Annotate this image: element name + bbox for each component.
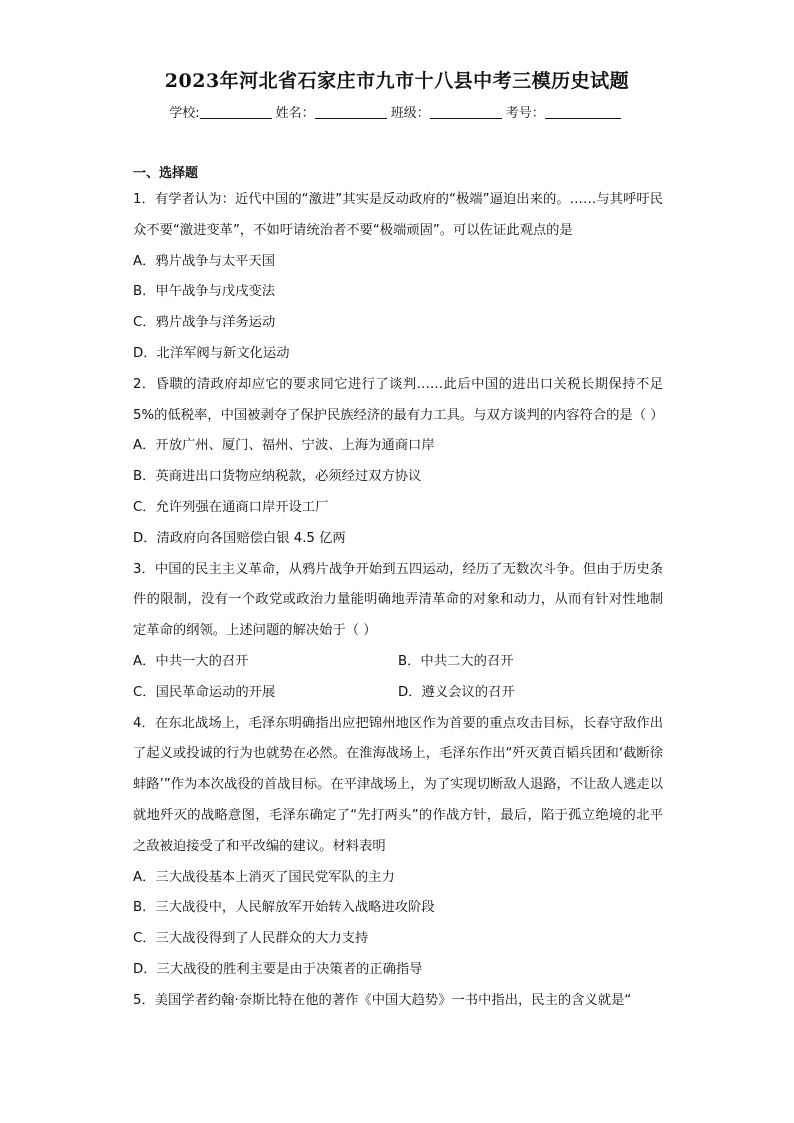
question-1-option-c[interactable]: C．鸦片战争与洋务运动 (133, 315, 276, 331)
page-title: 2023年河北省石家庄市九市十八县中考三模历史试题 (164, 70, 630, 92)
question-2-option-b[interactable]: B．英商进出口货物应纳税款，必须经过双方协议 (133, 469, 422, 485)
exam-no-label: 考号： (505, 106, 545, 121)
question-4-stem: 4．在东北战场上，毛泽东明确指出应把锦州地区作为首要的重点攻击目标，长春守敌作出了起义或投诚的行为也就势在必然。在淮海战场上，毛泽东作出“歼灭黄百韬兵团和‘截断徐蚌路’”作为本次战役的首战目标。在平津战场上，为了实现切断敌人退路，不让敌人逃走以就地歼灭的战略意图，毛泽东确定了“先打两头”的作战方针，最后，陷于孤立绝境的北平之敌被迫接受了和平改编的建议。材料表明 (133, 715, 663, 854)
question-3-option-a[interactable]: A．中共一大的召开 (133, 653, 249, 669)
question-3-option-c[interactable]: C．国民革命运动的开展 (133, 684, 276, 700)
school-label: 学校: (169, 106, 200, 121)
question-5-stem: 5．美国学者约翰·奈斯比特在他的著作《中国大趋势》一书中指出，民主的含义就是“ (133, 992, 632, 1008)
school-blank[interactable] (200, 104, 272, 119)
name-blank[interactable] (315, 104, 387, 119)
question-4-option-d[interactable]: D．三大战役的胜利主要是由于决策者的正确指导 (133, 961, 423, 977)
question-2-stem: 2．昏聩的清政府却应它的要求同它进行了谈判……此后中国的进出口关税长期保持不足 5%的低税率，中国被剥夺了保护民族经济的最有力工具。与双方谈判的内容符合的是（ ） (133, 376, 664, 423)
question-1-option-d[interactable]: D．北洋军阀与新文化运动 (133, 345, 290, 361)
class-blank[interactable] (430, 104, 502, 119)
question-2-option-a[interactable]: A．开放广州、厦门、福州、宁波、上海为通商口岸 (133, 438, 435, 454)
question-2-option-d[interactable]: D．清政府向各国赔偿白银 4.5 亿两 (133, 530, 346, 546)
question-1-stem: 1．有学者认为：近代中国的“激进”其实是反动政府的“极端”逼迫出来的。……与其呼吁民众不要“激进变革”，不如吁请统治者不要“极端顽固”。可以佐证此观点的是 (133, 192, 663, 238)
question-4-option-c[interactable]: C．三大战役得到了人民群众的大力支持 (133, 931, 369, 947)
student-info-line (0, 102, 794, 121)
question-3-options-row-1 (133, 647, 663, 678)
question-list (133, 163, 663, 1017)
question-2-option-c[interactable]: C．允许列强在通商口岸开设工厂 (133, 499, 329, 515)
exam-no-blank[interactable] (545, 104, 621, 119)
question-3-option-d[interactable]: D．遵义会议的召开 (398, 684, 515, 700)
name-label: 姓名： (275, 106, 315, 121)
question-3-options-row-2 (133, 678, 663, 709)
question-1-option-b[interactable]: B．甲午战争与戊戌变法 (133, 284, 276, 300)
question-4-option-b[interactable]: B．三大战役中，人民解放军开始转入战略进攻阶段 (133, 900, 435, 916)
section-heading: 一、选择题 (133, 166, 199, 181)
question-3-stem: 3．中国的民主主义革命，从鸦片战争开始到五四运动，经历了无数次斗争。但由于历史条件的限制，没有一个政党或政治力量能明确地弄清革命的对象和动力，从而有针对性地制定革命的纲领。上述问题的解决始于（ ） (133, 561, 663, 639)
question-4-option-a[interactable]: A．三大战役基本上消灭了国民党军队的主力 (133, 869, 395, 885)
class-label: 班级： (390, 106, 430, 121)
question-1-option-a[interactable]: A．鸦片战争与太平天国 (133, 253, 276, 269)
question-3-option-b[interactable]: B．中共二大的召开 (398, 653, 514, 669)
